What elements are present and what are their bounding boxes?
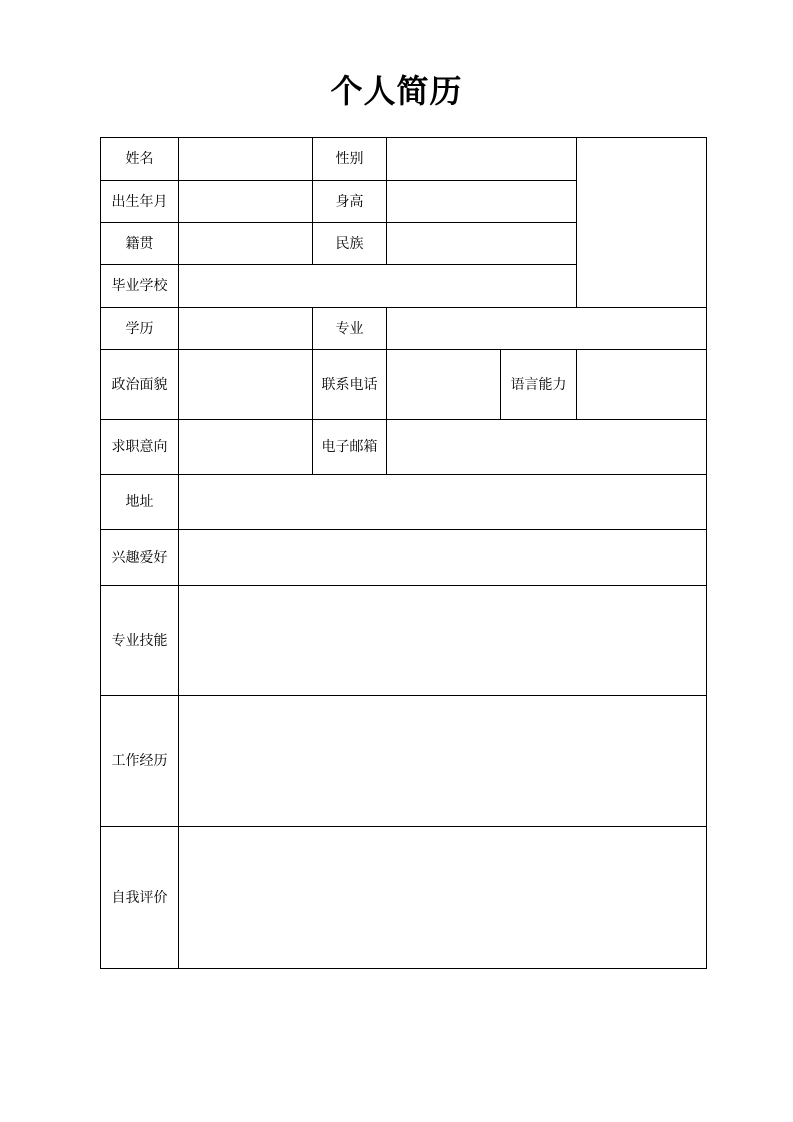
skills-label: 专业技能 xyxy=(101,586,179,696)
row-name xyxy=(101,138,707,181)
job-intention-field[interactable] xyxy=(179,420,313,475)
row-hobbies xyxy=(101,530,707,586)
photo-area[interactable] xyxy=(577,138,707,308)
work-experience-label: 工作经历 xyxy=(101,696,179,827)
row-work-experience xyxy=(101,696,707,827)
ethnicity-field[interactable] xyxy=(387,223,577,265)
major-field[interactable] xyxy=(387,308,707,350)
political-status-label: 政治面貌 xyxy=(101,350,179,420)
page-title: 个人简历 xyxy=(330,72,463,110)
major-label: 专业 xyxy=(313,308,387,350)
email-field[interactable] xyxy=(387,420,707,475)
birth-label: 出生年月 xyxy=(101,181,179,223)
ethnicity-label: 民族 xyxy=(313,223,387,265)
education-label: 学历 xyxy=(101,308,179,350)
language-field[interactable] xyxy=(577,350,707,420)
height-field[interactable] xyxy=(387,181,577,223)
row-skills xyxy=(101,586,707,696)
native-place-field[interactable] xyxy=(179,223,313,265)
phone-label: 联系电话 xyxy=(313,350,387,420)
political-status-field[interactable] xyxy=(179,350,313,420)
self-evaluation-label: 自我评价 xyxy=(101,827,179,969)
birth-field[interactable] xyxy=(179,181,313,223)
gender-field[interactable] xyxy=(387,138,577,181)
work-experience-field[interactable] xyxy=(179,696,707,827)
email-label: 电子邮箱 xyxy=(313,420,387,475)
row-self-evaluation xyxy=(101,827,707,969)
resume-table xyxy=(100,137,707,969)
native-place-label: 籍贯 xyxy=(101,223,179,265)
education-field[interactable] xyxy=(179,308,313,350)
school-field[interactable] xyxy=(179,265,577,308)
address-label: 地址 xyxy=(101,475,179,530)
phone-field[interactable] xyxy=(387,350,501,420)
skills-field[interactable] xyxy=(179,586,707,696)
address-field[interactable] xyxy=(179,475,707,530)
self-evaluation-field[interactable] xyxy=(179,827,707,969)
row-job-intention xyxy=(101,420,707,475)
hobbies-label: 兴趣爱好 xyxy=(101,530,179,586)
height-label: 身高 xyxy=(313,181,387,223)
name-field[interactable] xyxy=(179,138,313,181)
row-political-status xyxy=(101,350,707,420)
row-address xyxy=(101,475,707,530)
gender-label: 性别 xyxy=(313,138,387,181)
row-education xyxy=(101,308,707,350)
name-label: 姓名 xyxy=(101,138,179,181)
language-label: 语言能力 xyxy=(501,350,577,420)
school-label: 毕业学校 xyxy=(101,265,179,308)
job-intention-label: 求职意向 xyxy=(101,420,179,475)
hobbies-field[interactable] xyxy=(179,530,707,586)
